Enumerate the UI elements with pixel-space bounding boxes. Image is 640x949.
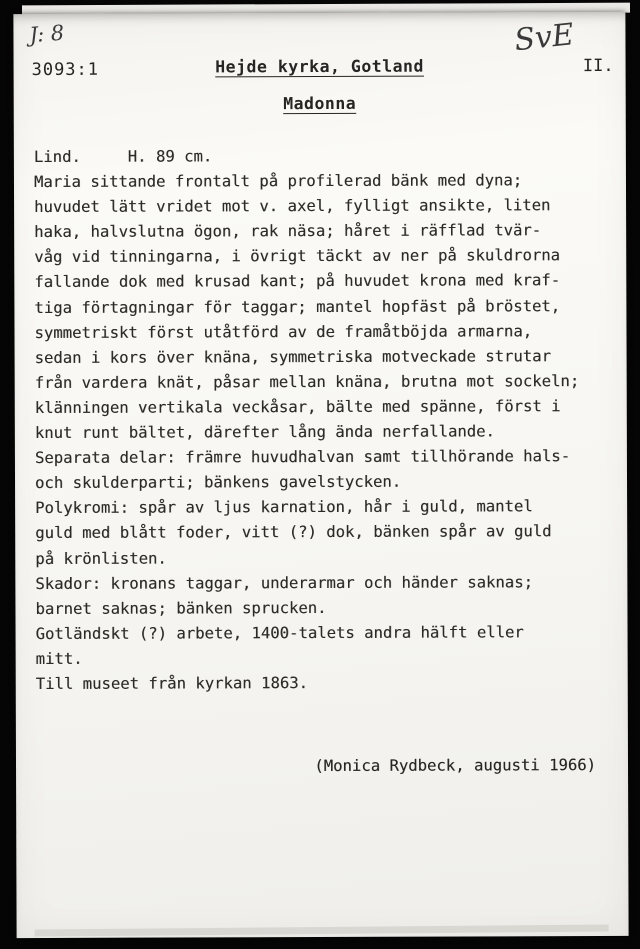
handwritten-annotation-right: SvE xyxy=(512,17,576,59)
body-line: från vardera knät, påsar mellan knäna, brutna mot sockeln; xyxy=(34,371,580,392)
body-line: Separata delar: främre huvudhalvan samt tillhörande hals- xyxy=(34,447,571,468)
body-line: och skulderparti; bänkens gavelstycken. xyxy=(34,472,402,493)
body-line: sedan i kors över knäna, symmetriska motveckade strutar xyxy=(34,346,551,367)
body-line: Maria sittande frontalt på profilerad bänk med dyna; xyxy=(33,171,523,192)
card-subtitle: Madonna xyxy=(283,93,357,114)
card-title: Hejde kyrka, Gotland xyxy=(215,56,424,77)
body-line: barnet saknas; bänken sprucken. xyxy=(35,598,327,618)
description-body xyxy=(34,143,620,697)
body-line: Polykromi: spår av ljus karnation, hår i guld, mantel xyxy=(35,497,533,518)
body-line: knut runt bältet, därefter lång ända nerfallande. xyxy=(34,422,495,443)
body-line: tiga förtagningar för taggar; mantel hopfäst på bröstet, xyxy=(34,296,561,317)
body-line: symmetriskt först utåtförd av de framåtböjda armarna, xyxy=(34,321,533,342)
handwritten-annotation-left: J: 8 xyxy=(28,20,65,48)
body-line: Till museet från kyrkan 1863. xyxy=(35,674,309,693)
page-number: II. xyxy=(582,55,614,77)
body-line: Lind. H. 89 cm. xyxy=(33,147,213,167)
title-row xyxy=(14,56,626,77)
body-line: huvudet lätt vridet mot v. axel, fylligt ansikte, liten xyxy=(34,196,551,217)
body-line: haka, halvslutna ögon, rak näsa; håret i räfflad tvär- xyxy=(34,221,542,242)
body-line: Skador: kronans taggar, underarmar och händer saknas; xyxy=(35,572,533,593)
body-line: våg vid tinningarna, i övrigt täckt av ner på skuldrorna xyxy=(34,246,561,267)
body-line: fallande dok med krusad kant; på huvudet krona med kraf- xyxy=(34,271,561,292)
body-line: mitt. xyxy=(35,649,83,668)
body-line: Gotländskt (?) arbete, 1400-talets andra hälft eller xyxy=(35,623,524,643)
catalog-card xyxy=(13,12,628,938)
catalog-number: 3093:1 xyxy=(31,59,100,81)
card-bottom-edge xyxy=(35,924,609,936)
body-line: klänningen vertikala veckåsar, bälte med spänne, först i xyxy=(34,397,561,417)
subtitle-row xyxy=(14,93,626,114)
signature: (Monica Rydbeck, augusti 1966) xyxy=(314,756,597,776)
body-line: guld med blått foder, vitt (?) dok, bänken spår av guld xyxy=(35,522,552,543)
body-line: på krönlisten. xyxy=(35,549,167,568)
